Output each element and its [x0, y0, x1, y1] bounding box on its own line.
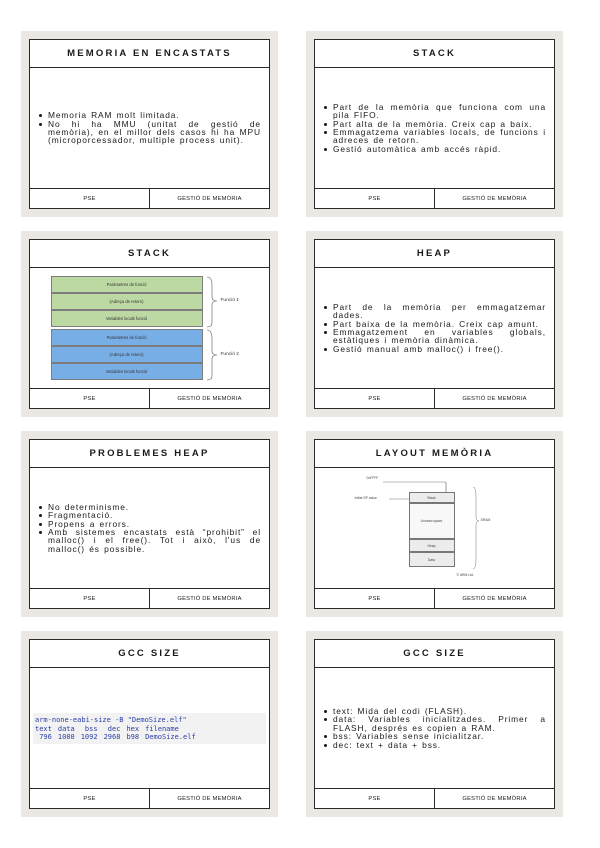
slide-body: [30, 68, 269, 188]
bullet-item: data: Variables inicialitzades. Primer a FLASH, després es copien a RAM.: [323, 715, 546, 732]
slide-body: [315, 668, 554, 788]
table-cell: 1080: [57, 732, 75, 741]
slide-footer: [30, 788, 269, 808]
bullet-list: [323, 707, 546, 749]
table-cell: 796: [39, 732, 52, 741]
bullet-item: bss: Variables sense inicialitzar.: [323, 732, 546, 740]
footer-course: PSE: [83, 195, 96, 202]
footer-topic: GESTIÓ DE MEMÒRIA: [149, 189, 269, 208]
brace-label-f2: Funció 2: [220, 352, 239, 357]
bullet-item: Gestió automàtica amb accés ràpid.: [323, 145, 546, 153]
slide-frame: [29, 439, 270, 609]
brace-icon: [205, 273, 225, 383]
table-row: [35, 725, 202, 733]
region-unused: Unused space: [409, 503, 455, 539]
region-heap: Heap: [409, 539, 455, 552]
footer-course: PSE: [83, 595, 96, 602]
bullet-item: Part de la memòria per emmagatzemar dades.: [323, 303, 546, 320]
bullet-item: Part de la memòria que funciona com una pila FIFO.: [323, 103, 546, 120]
slide-gcc-size-output: [21, 631, 278, 817]
slide-body: [315, 268, 554, 388]
footer-topic: GESTIÓ DE MEMÒRIA: [434, 189, 554, 208]
slide-body: [315, 68, 554, 188]
footer-course: PSE: [368, 795, 381, 802]
footer-course: PSE: [83, 795, 96, 802]
slide-memoria-encastats: [21, 31, 278, 217]
table-header-cell: filename: [145, 724, 179, 733]
address-top-label: 0xFFFF: [366, 476, 379, 480]
bullet-list: [38, 503, 261, 553]
slide-title: STACK: [315, 40, 554, 68]
bullet-item: Amb sistemes encastats està “prohibit” el malloc() i el free(). Tot i això, l'us de malloc() és possible.: [38, 528, 261, 553]
slide-footer: [315, 588, 554, 608]
initial-sp-label: Initial SP value: [354, 496, 377, 500]
frame-params-f2: Paràmetres de funció: [51, 329, 203, 346]
bullet-item: Part baixa de la memòria. Creix cap amunt.: [323, 320, 546, 328]
memory-layout-diagram: [345, 473, 525, 583]
slide-footer: [30, 588, 269, 608]
sram-label: SRAM: [480, 518, 491, 522]
footer-course: PSE: [368, 595, 381, 602]
slide-body: [30, 468, 269, 588]
table-row: [35, 733, 202, 741]
slide-footer: [315, 388, 554, 408]
bullet-item: Emmagatzement en variables globals, estàtiques i memòria dinàmica.: [323, 328, 546, 345]
slide-title: STACK: [30, 240, 269, 268]
frame-return-f1: (Adreça de retorn): [51, 293, 203, 310]
slide-frame: [29, 239, 270, 409]
slide-frame: [314, 239, 555, 409]
footer-topic: GESTIÓ DE MEMÒRIA: [434, 789, 554, 808]
footer-topic: GESTIÓ DE MEMÒRIA: [149, 389, 269, 408]
slide-frame: [29, 39, 270, 209]
frame-locals-f1: Variables locals funció: [51, 310, 203, 327]
slide-problemes-heap: [21, 431, 278, 617]
bullet-list: [323, 103, 546, 153]
bullet-item: No determinisme.: [38, 503, 261, 511]
slide-title: LAYOUT MEMÒRIA: [315, 440, 554, 468]
footer-topic: GESTIÓ DE MEMÒRIA: [149, 789, 269, 808]
slide-frame: [29, 639, 270, 809]
slide-footer: [30, 388, 269, 408]
footer-course: PSE: [83, 395, 96, 402]
brace-label-f1: Funció 1: [220, 298, 239, 303]
bullet-item: dec: text + data + bss.: [323, 741, 546, 749]
slide-body: [315, 468, 554, 588]
slide-footer: [315, 788, 554, 808]
slide-title: HEAP: [315, 240, 554, 268]
slide-frame: [314, 39, 555, 209]
region-stack: Stack: [409, 492, 455, 503]
footer-topic: GESTIÓ DE MEMÒRIA: [434, 389, 554, 408]
slide-footer: [30, 188, 269, 208]
bullet-list: [323, 303, 546, 353]
slide-footer: [315, 188, 554, 208]
size-table: [35, 725, 202, 741]
table-header-cell: dec: [107, 724, 121, 733]
bullet-item: Propens a errors.: [38, 520, 261, 528]
slide-body: [30, 668, 269, 788]
slide-title: MEMORIA EN ENCASTATS: [30, 40, 269, 68]
table-cell: 1092: [80, 732, 98, 741]
bullet-item: Emmagatzema variables locals, de funcions i adreces de retorn.: [323, 128, 546, 145]
slide-heap: [306, 231, 563, 417]
slide-body: [30, 268, 269, 388]
slide-stack-diagram: [21, 231, 278, 417]
slide-title: GCC SIZE: [30, 640, 269, 668]
slide-layout-memoria: [306, 431, 563, 617]
slide-title: PROBLEMES HEAP: [30, 440, 269, 468]
terminal-output: [33, 713, 266, 744]
footer-topic: GESTIÓ DE MEMÒRIA: [149, 589, 269, 608]
bullet-item: Memoria RAM molt limitada.: [38, 111, 261, 119]
table-cell: DemoSize.elf: [145, 732, 196, 741]
frame-params-f1: Paràmetres de funció: [51, 276, 203, 293]
frame-locals-f2: Variables locals funció: [51, 363, 203, 380]
footer-course: PSE: [368, 195, 381, 202]
slide-frame: [314, 639, 555, 809]
terminal-command: arm-none-eabi-size -B "DemoSize.elf": [35, 715, 187, 724]
stack-frames-diagram: [41, 273, 259, 383]
bullet-item: text: Mida del codi (FLASH).: [323, 707, 546, 715]
footer-course: PSE: [368, 395, 381, 402]
slide-title: GCC SIZE: [315, 640, 554, 668]
slide-frame: [314, 439, 555, 609]
frame-return-f2: (Adreça de retorn): [51, 346, 203, 363]
slide-gcc-size-explanation: [306, 631, 563, 817]
table-header-cell: hex: [126, 724, 140, 733]
bullet-item: Gestió manual amb malloc() i free().: [323, 345, 546, 353]
bullet-list: [38, 111, 261, 145]
slide-stack: [306, 31, 563, 217]
table-header-cell: bss: [84, 724, 98, 733]
footer-topic: GESTIÓ DE MEMÒRIA: [434, 589, 554, 608]
table-cell: 2968: [103, 732, 121, 741]
region-data: Data: [409, 552, 455, 567]
bullet-item: No hi ha MMU (unitat de gestió de memòria), en el millor dels casos hi ha MPU (microporcessador, multiple process unit).: [38, 120, 261, 145]
bullet-item: Part alta de la memòria. Creix cap a baix.: [323, 120, 546, 128]
table-header-cell: data: [57, 724, 75, 733]
credit-label: © ARM Ltd.: [456, 573, 474, 577]
table-header-cell: text: [35, 724, 52, 733]
bullet-item: Fragmentació.: [38, 511, 261, 519]
table-cell: b98: [126, 732, 140, 741]
